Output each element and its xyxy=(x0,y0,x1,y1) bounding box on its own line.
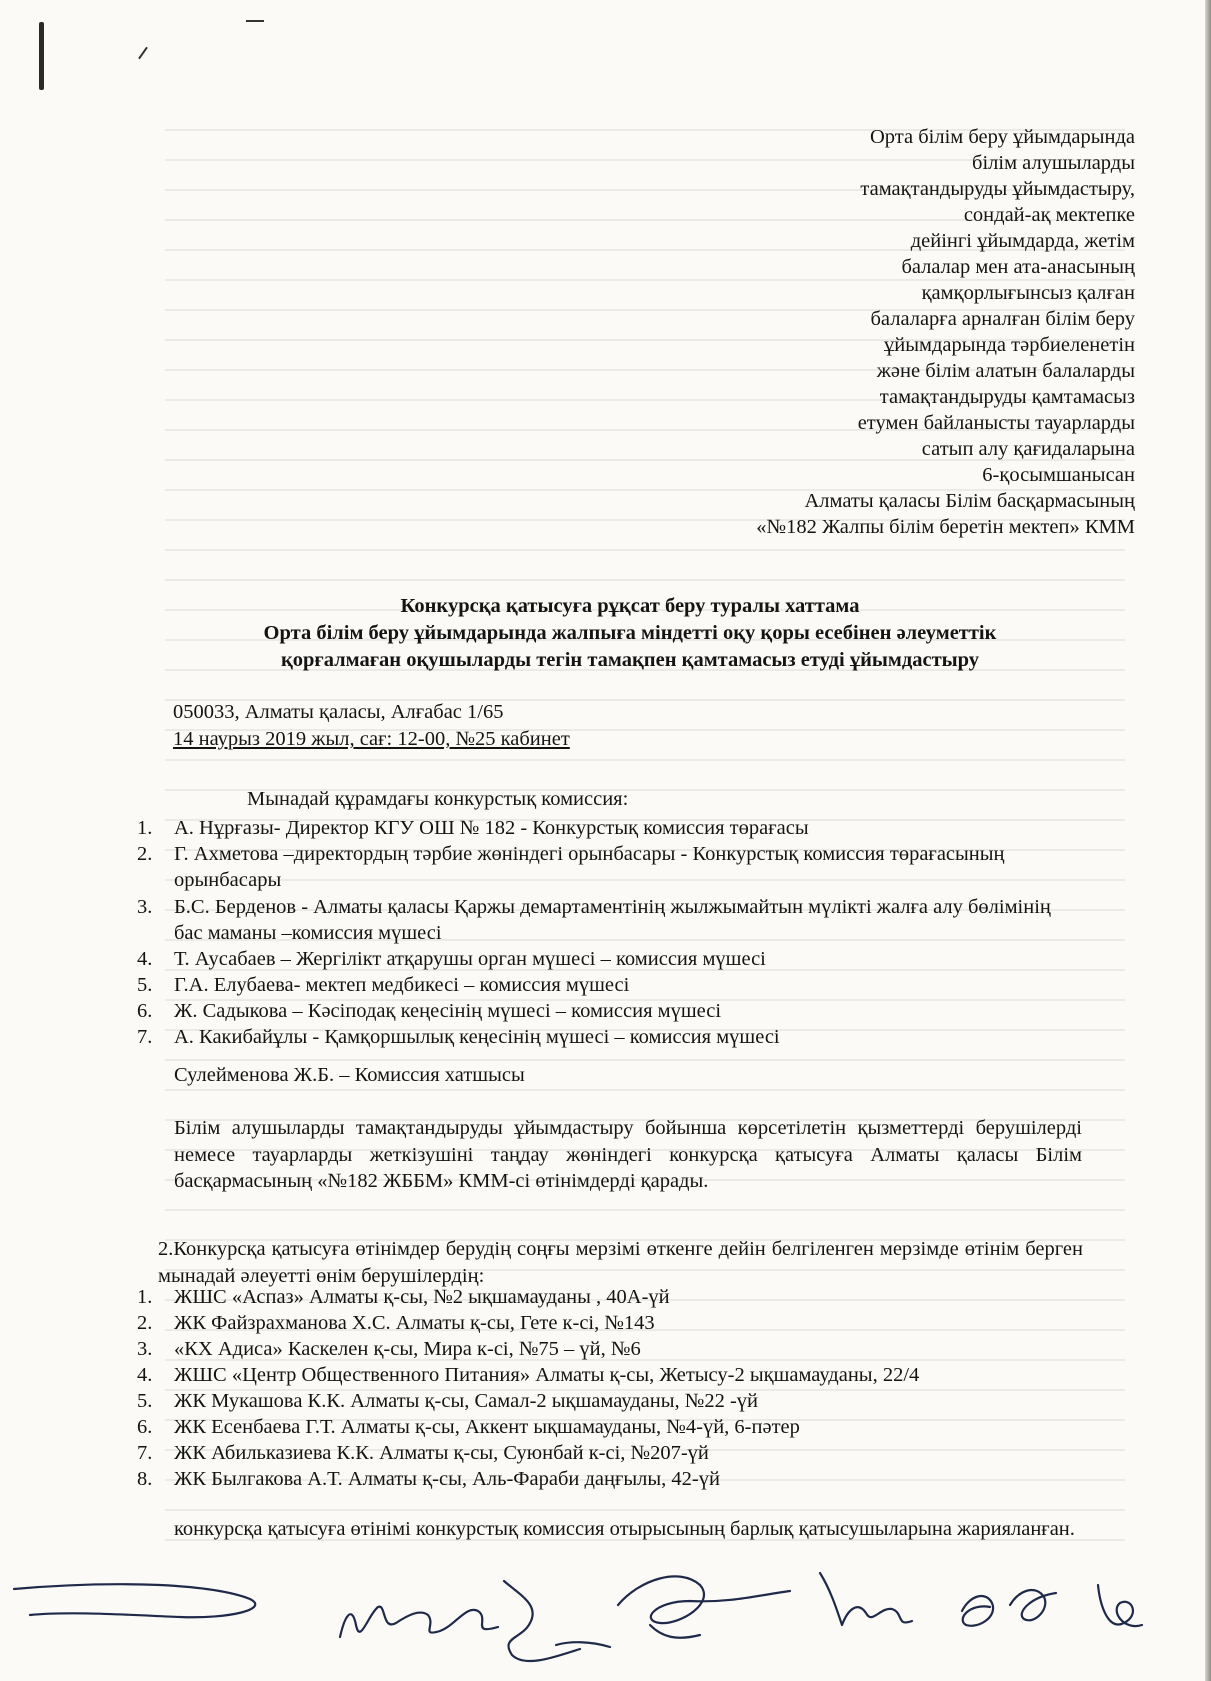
header-line: сондай-ақ мектепке xyxy=(963,204,1135,226)
closing-paragraph: конкурсқа қатысуға өтінімі конкурстық комиссия отырысының барлық қатысушыларына жарияланған. xyxy=(174,1518,1075,1540)
signature xyxy=(14,1584,255,1617)
signature xyxy=(340,1607,498,1637)
commission-intro: Мынадай құрамдағы конкурстық комиссия: xyxy=(247,788,629,810)
list-number: 3. xyxy=(137,1338,153,1360)
header-line: Орта білім беру ұйымдарында xyxy=(870,126,1135,148)
list-number: 2. xyxy=(137,843,153,865)
date-and-place: 14 наурыз 2019 жыл, сағ: 12-00, №25 кабинет xyxy=(173,728,570,750)
list-text: А. Нұрғазы- Директор КГУ ОШ № 182 - Конкурстық комиссия төрағасы xyxy=(174,817,809,839)
header-line: балаларға арналған білім беру xyxy=(870,308,1135,330)
list-text: ЖК Есенбаева Г.Т. Алматы қ-сы, Аккент ықшамауданы, №4-үй, 6-пәтер xyxy=(174,1416,800,1438)
list-text: ЖШС «Аспаз» Алматы қ-сы, №2 ықшамауданы , 40А-үй xyxy=(174,1286,670,1308)
list-item xyxy=(137,998,1082,1024)
list-text: Ж. Садыкова – Кәсіподақ кеңесінің мүшесі – комиссия мүшесі xyxy=(174,1000,722,1022)
scan-mark xyxy=(246,20,264,22)
list-item xyxy=(137,1284,1082,1310)
header-line: «№182 Жалпы білім беретін мектеп» КММ xyxy=(756,516,1135,538)
list-number: 4. xyxy=(137,948,153,970)
address: 050033, Алматы қаласы, Алғабас 1/65 xyxy=(173,701,504,723)
title-line-3: қорғалмаған оқушыларды тегін тамақпен қамтамасыз етуді ұйымдастыру xyxy=(280,649,980,671)
list-item xyxy=(137,894,1082,946)
header-line: балалар мен ата-анасының xyxy=(901,256,1135,278)
list-item xyxy=(137,1024,1082,1050)
list-text: ЖК Файзрахманова Х.С. Алматы қ-сы, Гете к-сі, №143 xyxy=(174,1312,655,1334)
list-text: ЖК Былгакова А.Т. Алматы қ-сы, Аль-Фараби даңғылы, 42-үй xyxy=(174,1468,720,1490)
document-title xyxy=(170,593,1090,674)
list-text: «КХ Адиса» Каскелен қ-сы, Мира к-сі, №75 – үй, №6 xyxy=(174,1338,641,1360)
signature xyxy=(618,1576,790,1623)
signature xyxy=(962,1596,993,1626)
header-line: және білім алатын балаларды xyxy=(876,360,1135,382)
signature xyxy=(1010,1590,1056,1620)
page-edge xyxy=(1205,0,1211,1681)
list-number: 6. xyxy=(137,1416,153,1438)
list-item xyxy=(137,1336,1082,1362)
list-number: 5. xyxy=(137,1390,153,1412)
commission-member-list xyxy=(137,815,1082,1050)
list-text: Т. Аусабаев – Жергілікт атқарушы орган мүшесі – комиссия мүшесі xyxy=(174,948,766,970)
list-number: 7. xyxy=(137,1442,153,1464)
list-text: Б.С. Берденов - Алматы қаласы Қаржы демартаментінің жылжымайтын мүлікті жалға алу бөлімінің бас маманы –комиссия мүшесі xyxy=(174,896,1051,944)
title-line-1: Конкурсқа қатысуға рұқсат беру туралы хаттама xyxy=(400,595,860,617)
header-line: қамқорлығынсыз қалған xyxy=(921,282,1135,304)
document-header xyxy=(635,124,1135,540)
list-text: Г. Ахметова –директордың тәрбие жөніндегі орынбасары - Конкурстық комиссия төрағасының орынбасары xyxy=(174,843,1005,891)
list-text: А. Какибайұлы - Қамқоршылық кеңесінің мүшесі – комиссия мүшесі xyxy=(174,1026,780,1048)
applications-paragraph: 2.Конкурсқа қатысуға өтінімдер берудің соңғы мерзімі өткенге дейін белгіленген мерзімде өтінім берген мынадай әлеуетті өнім берушілердің: xyxy=(158,1238,1083,1287)
header-line: 6-қосымшанысан xyxy=(982,464,1135,486)
list-item xyxy=(137,1310,1082,1336)
list-number: 8. xyxy=(137,1468,153,1490)
signature xyxy=(1098,1585,1142,1626)
signature xyxy=(650,1625,700,1638)
signature xyxy=(820,1573,912,1625)
list-item xyxy=(137,972,1082,998)
header-line: білім алушыларды xyxy=(972,152,1135,174)
margin-mark xyxy=(39,22,44,90)
list-number: 1. xyxy=(137,1286,153,1308)
supplier-list xyxy=(137,1284,1082,1492)
list-text: Г.А. Елубаева- мектеп медбикесі – комиссия мүшесі xyxy=(174,974,630,996)
header-line: дейінгі ұйымдарда, жетім xyxy=(910,230,1135,252)
list-number: 5. xyxy=(137,974,153,996)
list-item xyxy=(137,841,1082,893)
signatures-area xyxy=(0,1545,1211,1681)
header-line: етумен байланысты тауарларды xyxy=(857,412,1135,434)
header-line: тамақтандыруды ұйымдастыру, xyxy=(860,178,1135,200)
meeting-meta xyxy=(173,699,570,753)
list-item xyxy=(137,1440,1082,1466)
list-item xyxy=(137,1414,1082,1440)
list-text: ЖШС «Центр Общественного Питания» Алматы қ-сы, Жетысу-2 ықшамауданы, 22/4 xyxy=(174,1364,920,1386)
commission-secretary: Сулейменова Ж.Б. – Комиссия хатшысы xyxy=(174,1064,525,1086)
list-text: ЖК Абильказиева К.К. Алматы қ-сы, Суюнбай к-сі, №207-үй xyxy=(174,1442,709,1464)
list-number: 7. xyxy=(137,1026,153,1048)
list-item xyxy=(137,1388,1082,1414)
title-line-2: Орта білім беру ұйымдарында жалпыға міндетті оқу қоры есебінен әлеуметтік xyxy=(263,622,997,644)
signature xyxy=(556,1642,610,1647)
list-number: 6. xyxy=(137,1000,153,1022)
header-line: тамақтандыруды қамтамасыз xyxy=(879,386,1135,408)
header-line: ұйымдарында тәрбиеленетін xyxy=(884,334,1135,356)
list-number: 4. xyxy=(137,1364,153,1386)
signature xyxy=(504,1581,580,1661)
list-text: ЖК Мукашова К.К. Алматы қ-сы, Самал-2 ықшамауданы, №22 -үй xyxy=(174,1390,759,1412)
list-item xyxy=(137,946,1082,972)
review-paragraph: Білім алушыларды тамақтандыруды ұйымдастыру бойынша көрсетілетін қызметтерді берушілерді немесе тауарларды жеткізушіні таңдау жөніндегі конкурсқа қатысуға Алматы қаласы Білім басқармасының «№182 ЖББМ» КММ-сі өтінімдерді қарады. xyxy=(174,1117,1082,1192)
header-line: Алматы қаласы Білім басқармасының xyxy=(804,490,1135,512)
list-number: 1. xyxy=(137,817,153,839)
list-item xyxy=(137,1466,1082,1492)
scan-mark xyxy=(138,47,148,60)
list-number: 2. xyxy=(137,1312,153,1334)
header-line: сатып алу қағидаларына xyxy=(921,438,1135,460)
list-item xyxy=(137,1362,1082,1388)
list-number: 3. xyxy=(137,896,153,918)
list-item xyxy=(137,815,1082,841)
